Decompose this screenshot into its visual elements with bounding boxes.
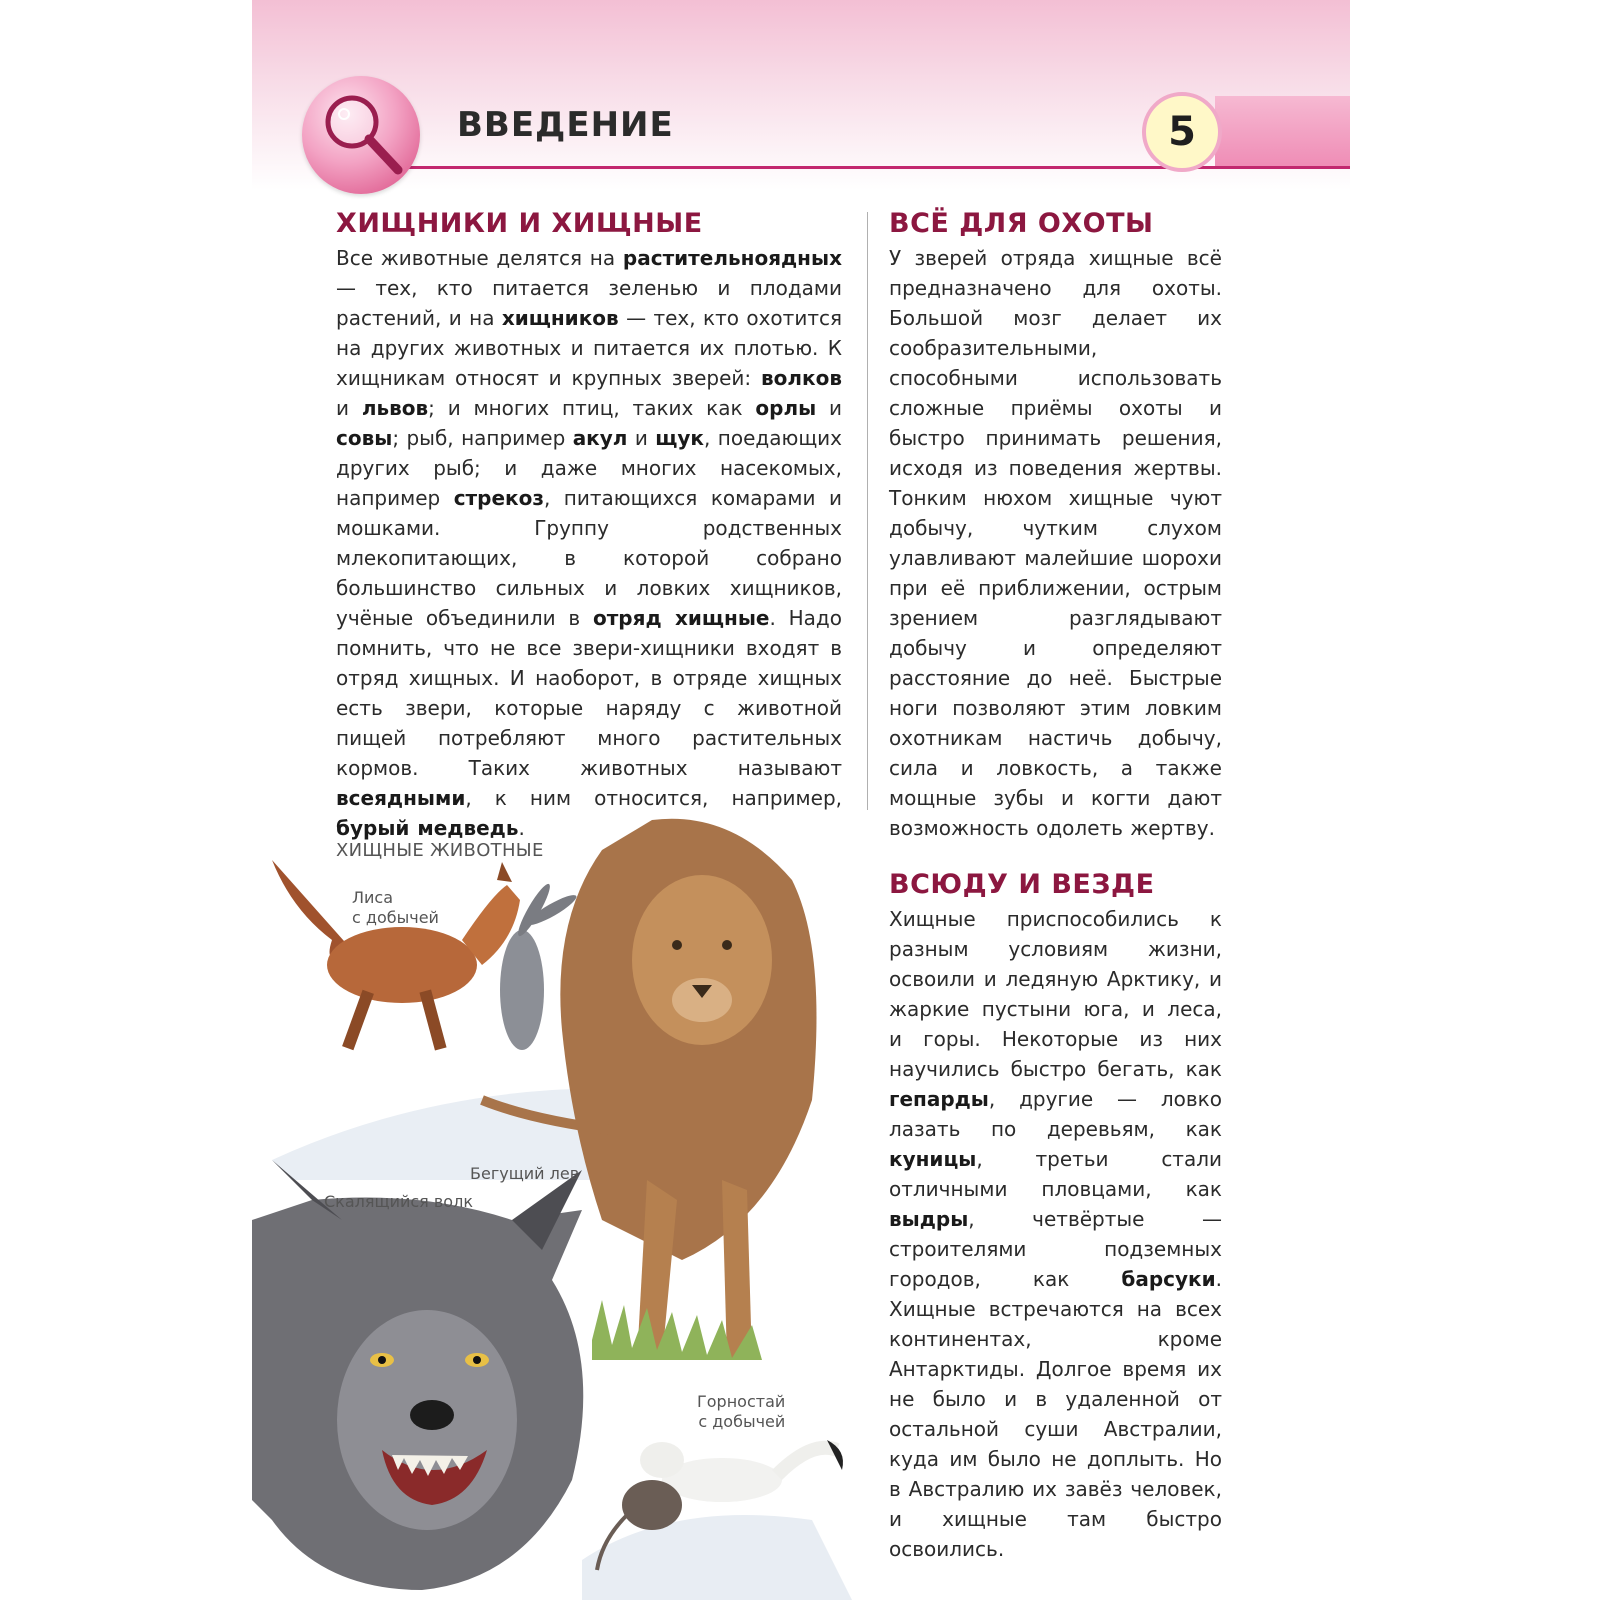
bold-term: щук (655, 426, 705, 450)
column-divider (867, 212, 868, 810)
text-run: — тех, кто питается зеленью и плодами растений, и на (336, 276, 842, 330)
caption-line: с добычей (698, 1412, 786, 1431)
predators-paragraph (336, 243, 842, 843)
section-gap (889, 843, 1222, 869)
text-run: , другие — ловко лазать по деревьям, как (889, 1087, 1222, 1141)
snow-drift (582, 1515, 852, 1600)
caption-line: с добычей (352, 908, 439, 927)
lion-caption: Бегущий лев (470, 1164, 580, 1183)
bold-term: гепарды (889, 1087, 989, 1111)
fox-caption (352, 888, 439, 928)
text-run: , поедающих других рыб; и даже многих насекомых, например (336, 426, 842, 510)
section-title-predators: ХИЩНИКИ И ХИЩНЫЕ (336, 208, 703, 239)
bold-term: стрекоз (453, 486, 544, 510)
caption-line: Лиса (352, 888, 394, 907)
stoat-caption (697, 1392, 785, 1432)
text-run: и (627, 426, 656, 450)
text-run: , четвёртые — строителями подземных городов, как (889, 1207, 1222, 1291)
wolf-illustration (252, 1160, 583, 1590)
bold-term: волков (760, 366, 842, 390)
text-run: и (336, 396, 362, 420)
text-run: Все животные делятся на (336, 246, 623, 270)
left-column (336, 208, 842, 843)
text-run: — тех, кто охотится на других животных и питается их плотью. К хищникам относят и крупных зверей: (336, 306, 842, 390)
section-title-everywhere: ВСЮДУ И ВЕЗДЕ (889, 869, 1155, 900)
bold-term: совы (336, 426, 393, 450)
bold-term: барсуки (1121, 1267, 1216, 1291)
bold-term: куницы (889, 1147, 977, 1171)
magnifier-icon (302, 76, 420, 194)
illustration-caption: ХИЩНЫЕ ЖИВОТНЫЕ (336, 840, 544, 861)
text-run: . (518, 816, 525, 840)
bold-term: орлы (755, 396, 817, 420)
caption-line: Горностай (697, 1392, 786, 1411)
text-run: ; рыб, например (392, 426, 573, 450)
bold-term: акул (572, 426, 628, 450)
bold-term: бурый медведь (336, 816, 519, 840)
wolf-caption: Скалящийся волк (324, 1192, 473, 1211)
page-number: 5 (1142, 92, 1222, 172)
page-title: ВВЕДЕНИЕ (457, 105, 674, 145)
text-run: , питающихся комарами и мошками. Группу родственных млекопитающих, в которой собрано большинство сильных и ловких хищников, учёные объединили в (336, 486, 843, 630)
header-stripe (1215, 96, 1350, 166)
bold-term: растительноядных (622, 246, 842, 270)
section-title-hunting: ВСЁ ДЛЯ ОХОТЫ (889, 208, 1154, 239)
everywhere-paragraph (889, 904, 1222, 1564)
magnifier-icon-svg (302, 76, 420, 194)
bold-term: выдры (889, 1207, 969, 1231)
text-run: и (816, 396, 843, 420)
hunting-paragraph: У зверей отряда хищные всё предназначено для охоты. Большой мозг делает их сообразительными, способными использовать сложные приёмы охоты и быстро принимать решения, исходя из поведения жертвы. Тонким нюхом хищные чуют добычу, чутким слухом улавливают малейшие шорохи при её приближении, острым зрением разглядывают добычу и определяют расстояние до неё. Быстрые ноги позволяют этим ловким охотникам настичь добычу, сила и ловкость, а также мощные зубы и когти дают возможность одолеть жертву. (889, 246, 1222, 840)
bold-term: львов (361, 396, 429, 420)
text-run: , третьи стали отличными пловцами, как (889, 1147, 1222, 1201)
bold-term: отряд хищные (592, 606, 770, 630)
text-run: . Надо помнить, что не все звери-хищники входят в отряд хищных. И наоборот, в отряде хищных есть звери, которые наряду с животной пищей потребляют много растительных кормов. Таких животных называют (336, 606, 842, 780)
text-run: Хищные приспособились к разным условиям жизни, освоили и ледяную Арктику, и жаркие пустыни юга, и леса, и горы. Некоторые из них научились быстро бегать, как (889, 907, 1222, 1081)
text-run: , к ним относится, например, (465, 786, 842, 810)
bold-term: всеядными (336, 786, 466, 810)
book-page (252, 0, 1350, 1600)
bold-term: хищников (501, 306, 619, 330)
text-run: . Хищные встречаются на всех континентах, кроме Антарктиды. Долгое время их не было и в удаленной от остальной суши Австралии, куда им было не доплыть. Но в Австралию их завёз человек, и хищные там быстро освоились. (889, 1267, 1222, 1561)
text-run: ; и многих птиц, таких как (428, 396, 756, 420)
right-column (889, 208, 1222, 1564)
